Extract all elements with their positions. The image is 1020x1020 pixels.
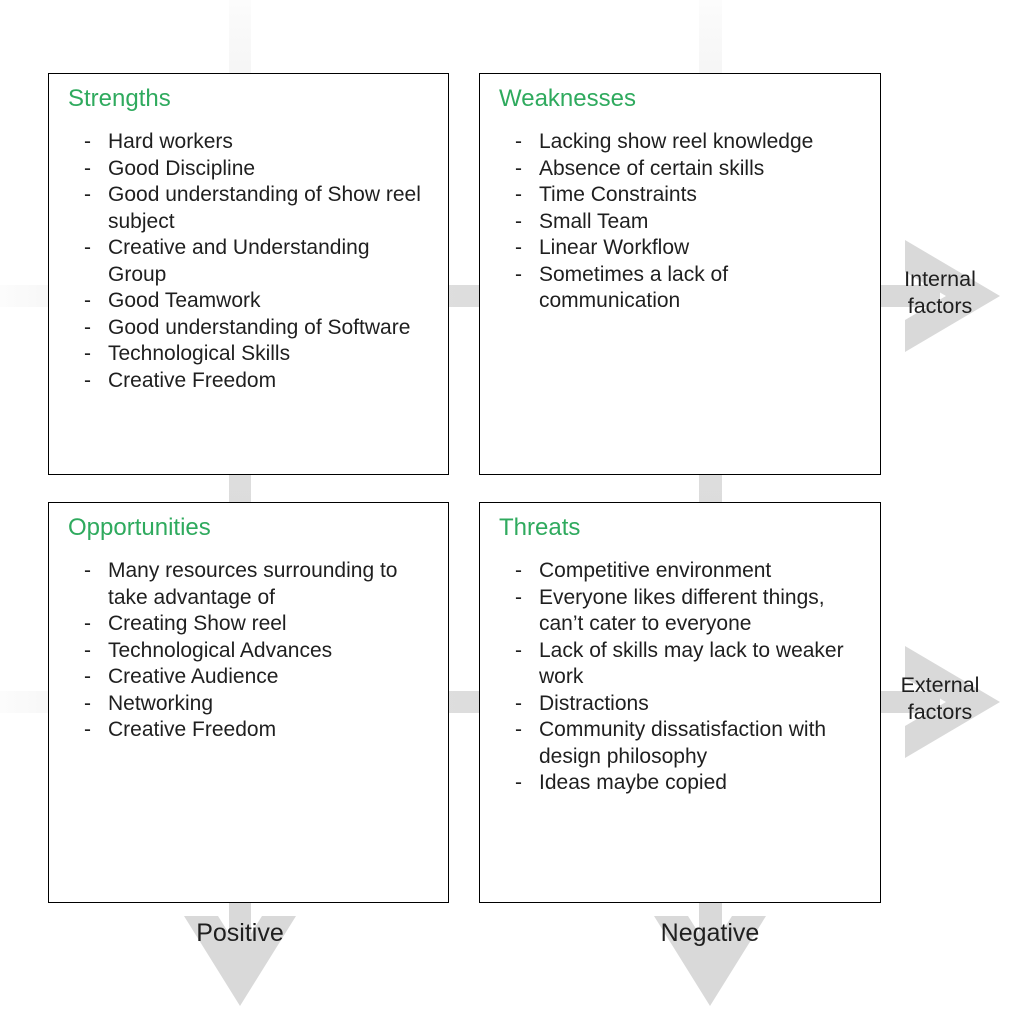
list-item: - Time Constraints [515, 182, 862, 209]
quadrant-strengths [48, 73, 449, 475]
list-item: - Competitive environment [515, 558, 862, 585]
list-item: - Creating Show reel [84, 611, 430, 638]
threats-title: Threats [499, 514, 581, 541]
positive-label: Positive [196, 919, 284, 947]
opportunities-title: Opportunities [68, 514, 211, 541]
list-item: - Lacking show reel knowledge [515, 129, 862, 156]
list-item: - Technological Skills [84, 341, 430, 368]
weaknesses-list [515, 129, 862, 315]
negative-label: Negative [660, 919, 760, 947]
list-item: - Creative and Understanding Group [84, 235, 430, 288]
list-item: - Technological Advances [84, 638, 430, 665]
list-item: - Creative Audience [84, 664, 430, 691]
strengths-list [84, 129, 430, 394]
list-item: - Good Teamwork [84, 288, 430, 315]
list-item: - Ideas maybe copied [515, 770, 862, 797]
opportunities-list [84, 558, 430, 744]
list-item: - Community dissatisfaction with design philosophy [515, 717, 862, 770]
list-item: - Absence of certain skills [515, 156, 862, 183]
list-item: - Lack of skills may lack to weaker work [515, 638, 862, 691]
internal-factors-label: Internal factors [904, 267, 976, 318]
list-item: - Good Discipline [84, 156, 430, 183]
list-item: - Linear Workflow [515, 235, 862, 262]
strengths-title: Strengths [68, 85, 171, 112]
list-item: - Distractions [515, 691, 862, 718]
list-item: - Creative Freedom [84, 717, 430, 744]
external-factors-label: External factors [900, 673, 980, 724]
weaknesses-title: Weaknesses [499, 85, 636, 112]
list-item: - Creative Freedom [84, 368, 430, 395]
quadrant-opportunities [48, 502, 449, 903]
quadrant-threats [479, 502, 881, 903]
list-item: - Sometimes a lack of communication [515, 262, 862, 315]
list-item: - Everyone likes different things, can’t cater to everyone [515, 585, 862, 638]
list-item: - Networking [84, 691, 430, 718]
list-item: - Good understanding of Software [84, 315, 430, 342]
list-item: - Small Team [515, 209, 862, 236]
threats-list [515, 558, 862, 797]
list-item: - Hard workers [84, 129, 430, 156]
list-item: - Many resources surrounding to take advantage of [84, 558, 430, 611]
quadrant-weaknesses [479, 73, 881, 475]
list-item: - Good understanding of Show reel subject [84, 182, 430, 235]
